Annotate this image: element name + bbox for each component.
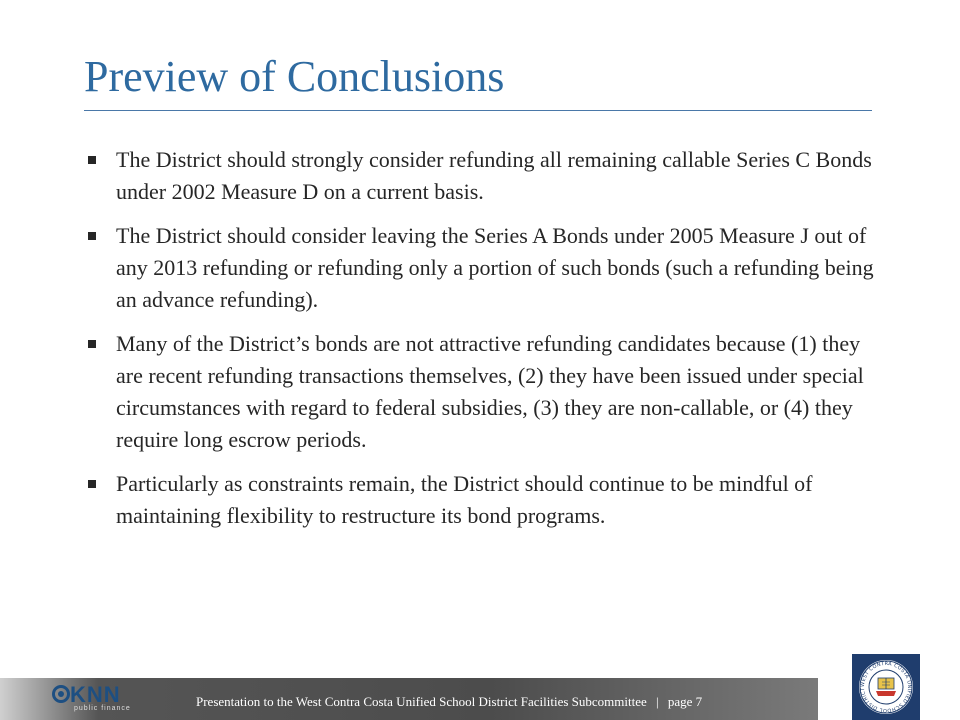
bullet-text: The District should strongly consider refunding all remaining callable Series C Bonds under 2002 Measure D on a current basis. xyxy=(116,147,872,204)
logo-text: KNN xyxy=(70,682,121,707)
bullet-item xyxy=(88,468,888,532)
bullet-text: The District should consider leaving the Series A Bonds under 2005 Measure J out of any 2013 refunding or refunding only a portion of such bonds (such a refunding being an advance refunding). xyxy=(116,223,874,312)
district-seal xyxy=(852,654,920,720)
presentation-text: Presentation to the West Contra Costa Unified School District Facilities Subcommittee xyxy=(196,694,647,709)
square-bullet-icon xyxy=(88,480,96,488)
seal-text: WEST CONTRA COSTA UNIFIED SCHOOL DISTRICT xyxy=(859,660,913,714)
footer-separator: | xyxy=(656,694,659,709)
bullet-item xyxy=(88,328,888,456)
page-label: page xyxy=(667,694,693,709)
square-bullet-icon xyxy=(88,232,96,240)
logo-subtext: public finance xyxy=(74,705,131,712)
square-bullet-icon xyxy=(88,340,96,348)
slide-title: Preview of Conclusions xyxy=(84,52,505,101)
title-divider xyxy=(84,110,872,111)
footer-caption xyxy=(196,694,702,710)
bullet-item xyxy=(88,220,888,316)
bullet-text: Particularly as constraints remain, the District should continue to be mindful of maintaining flexibility to restructure its bond programs. xyxy=(116,471,813,528)
bullet-text: Many of the District’s bonds are not attractive refunding candidates because (1) they are recent refunding transactions themselves, (2) they have been issued under special circumstances with regard to federal subsidies, (3) they are non-callable, or (4) they require long escrow periods. xyxy=(116,331,864,452)
knn-logo xyxy=(52,683,142,715)
bullet-item xyxy=(88,144,888,208)
page-number: 7 xyxy=(695,694,703,709)
district-seal-icon xyxy=(852,654,920,720)
conclusions-list xyxy=(88,144,888,544)
square-bullet-icon xyxy=(88,156,96,164)
knn-logo-mark-icon xyxy=(52,685,70,703)
